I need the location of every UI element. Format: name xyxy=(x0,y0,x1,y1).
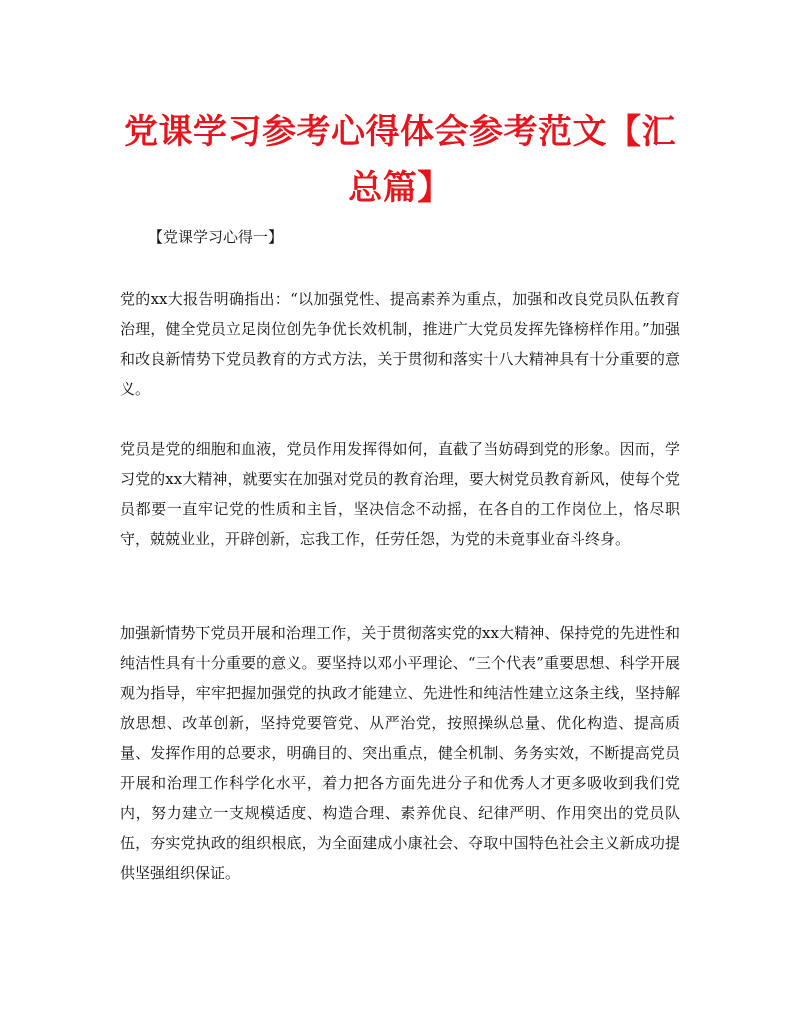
paragraph-2: 党员是党的细胞和血液，党员作用发挥得如何，直截了当妨碍到党的形象。因而，学习党的xx大精神，就要实在加强对党员的教育治理，要大树党员教育新风，使每个党员都要一直牢记党的性质和主旨，坚决信念不动摇，在各自的工作岗位上，恪尽职守，兢兢业业，开辟创新，忘我工作，任劳任怨，为党的未竟事业奋斗终身。 xyxy=(120,440,680,548)
paragraph-1: 党的xx大报告明确指出：“以加强党性、提高素养为重点，加强和改良党员队伍教育治理，健全党员立足岗位创先争优长效机制，推进广大党员发挥先锋榜样作用。”加强和改良新情势下党员教育的方式方法，关于贯彻和落实十八大精神具有十分重要的意义。 xyxy=(120,290,680,398)
document-title: 党课学习参考心得体会参考范文【汇总篇】 xyxy=(124,112,676,208)
paragraph-3: 加强新情势下党员开展和治理工作，关于贯彻落实党的xx大精神、保持党的先进性和纯洁性具有十分重要的意义。要坚持以邓小平理论、“三个代表”重要思想、科学开展观为指导，牢牢把握加强党的执政才能建立、先进性和纯洁性建立这条主线，坚持解放思想、改革创新，坚持党要管党、从严治党，按照操纵总量、优化构造、提高质量、发挥作用的总要求，明确目的、突出重点，健全机制、务务实效，不断提高党员开展和治理工作科学化水平，着力把各方面先进分子和优秀人才更多吸收到我们党内，努力建立一支规模适度、构造合理、素养优良、纪律严明、作用突出的党员队伍，夯实党执政的组织根底，为全面建成小康社会、夺取中国特色社会主义新成功提供坚强组织保证。 xyxy=(120,624,680,882)
section-heading: 【党课学习心得一】 xyxy=(148,228,284,246)
